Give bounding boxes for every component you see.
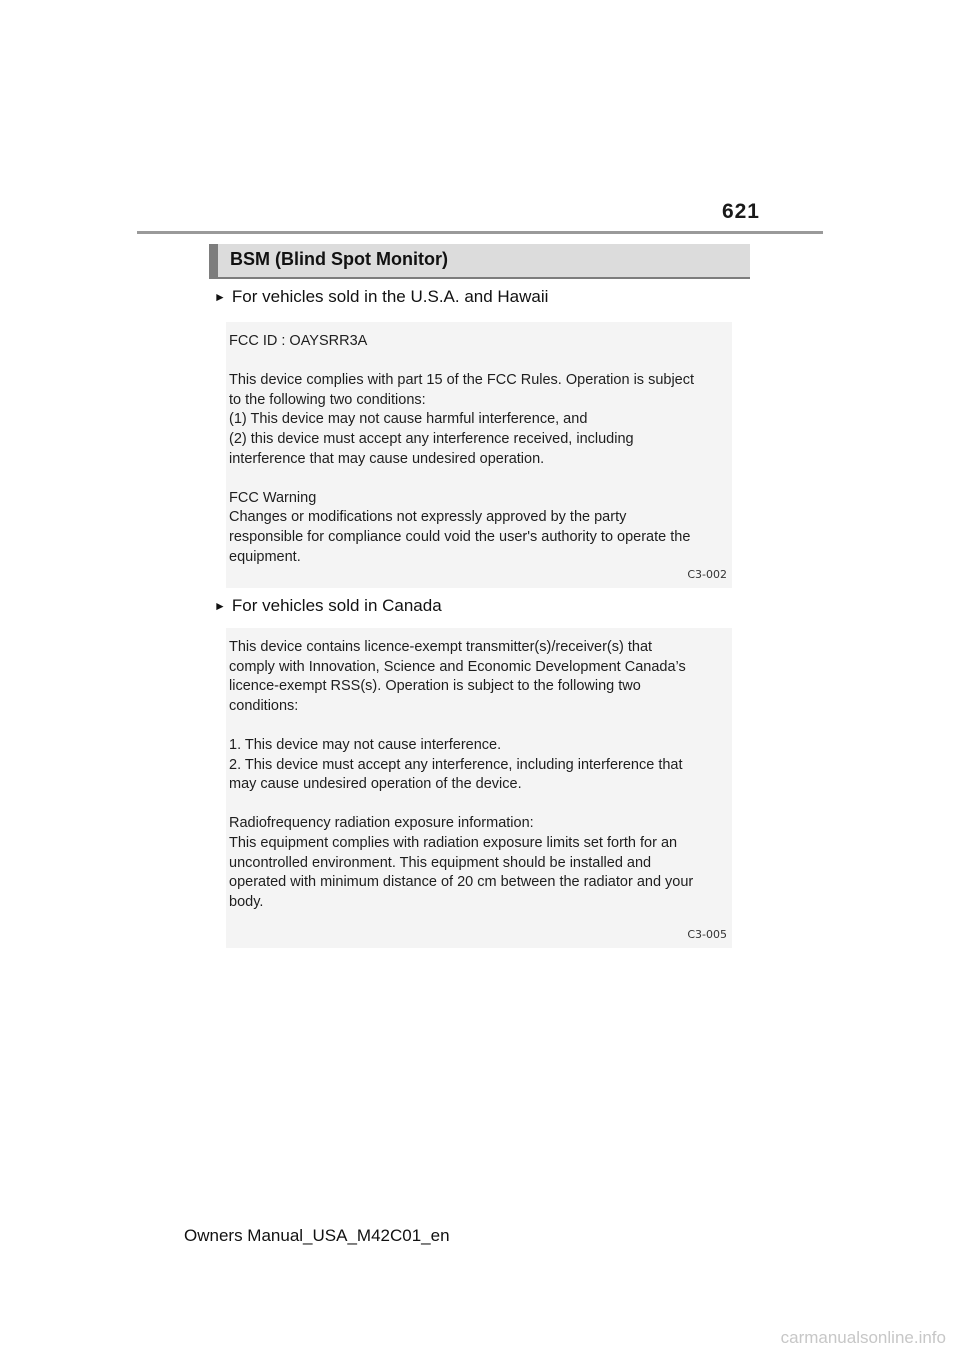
arrow-right-icon: ► (214, 290, 226, 304)
notice-line: comply with Innovation, Science and Economic Development Canada’s (229, 658, 686, 675)
notice-line: licence-exempt RSS(s). Operation is subject to the following two (229, 678, 641, 695)
notice-line: Changes or modifications not expressly approved by the party (229, 509, 627, 526)
notice-line: This device contains licence-exempt transmitter(s)/receiver(s) that (229, 639, 653, 655)
notice-line: to the following two conditions: (229, 391, 426, 408)
arrow-right-icon: ► (214, 599, 226, 613)
fcc-id: FCC ID : OAYSRR3A (229, 333, 368, 349)
footer-manual-id: Owners Manual_USA_M42C01_en (184, 1226, 450, 1245)
page-number: 621 (721, 200, 760, 223)
notice-line: responsible for compliance could void the user's authority to operate the (229, 528, 691, 545)
notice-line: conditions: (229, 697, 299, 714)
figure-code: C3-005 (687, 928, 727, 942)
notice-line: 1. This device may not cause interference. (229, 736, 502, 753)
notice-line: This device complies with part 15 of the FCC Rules. Operation is subject (229, 372, 695, 389)
subsection-heading-usa (214, 287, 548, 307)
notice-line: (2) this device must accept any interference received, including (229, 430, 634, 447)
watermark: carmanualsonline.info (780, 1328, 946, 1347)
notice-line: interference that may cause undesired operation. (229, 450, 545, 467)
subsection-heading-canada-text: For vehicles sold in Canada (231, 596, 442, 615)
notice-line: This equipment complies with radiation exposure limits set forth for an (229, 834, 678, 851)
fcc-warning-title: FCC Warning (229, 489, 317, 506)
notice-line: may cause undesired operation of the device. (229, 776, 522, 793)
ised-notice-box (226, 628, 732, 948)
notice-line: operated with minimum distance of 20 cm between the radiator and your (229, 874, 694, 891)
section-title: BSM (Blind Spot Monitor) (230, 249, 448, 269)
notice-line: (1) This device may not cause harmful interference, and (229, 411, 588, 428)
notice-line: uncontrolled environment. This equipment should be installed and (229, 854, 652, 871)
figure-code: C3-002 (687, 568, 727, 582)
subsection-heading-canada (214, 596, 442, 616)
fcc-notice-box (226, 322, 732, 588)
subsection-heading-usa-text: For vehicles sold in the U.S.A. and Hawaii (231, 287, 549, 306)
section-header (209, 244, 750, 279)
notice-line: body. (229, 893, 264, 910)
header-divider (137, 231, 823, 234)
notice-line: 2. This device must accept any interference, including interference that (229, 756, 683, 773)
rf-exposure-title: Radiofrequency radiation exposure information: (229, 815, 534, 832)
notice-line: equipment. (229, 548, 301, 565)
